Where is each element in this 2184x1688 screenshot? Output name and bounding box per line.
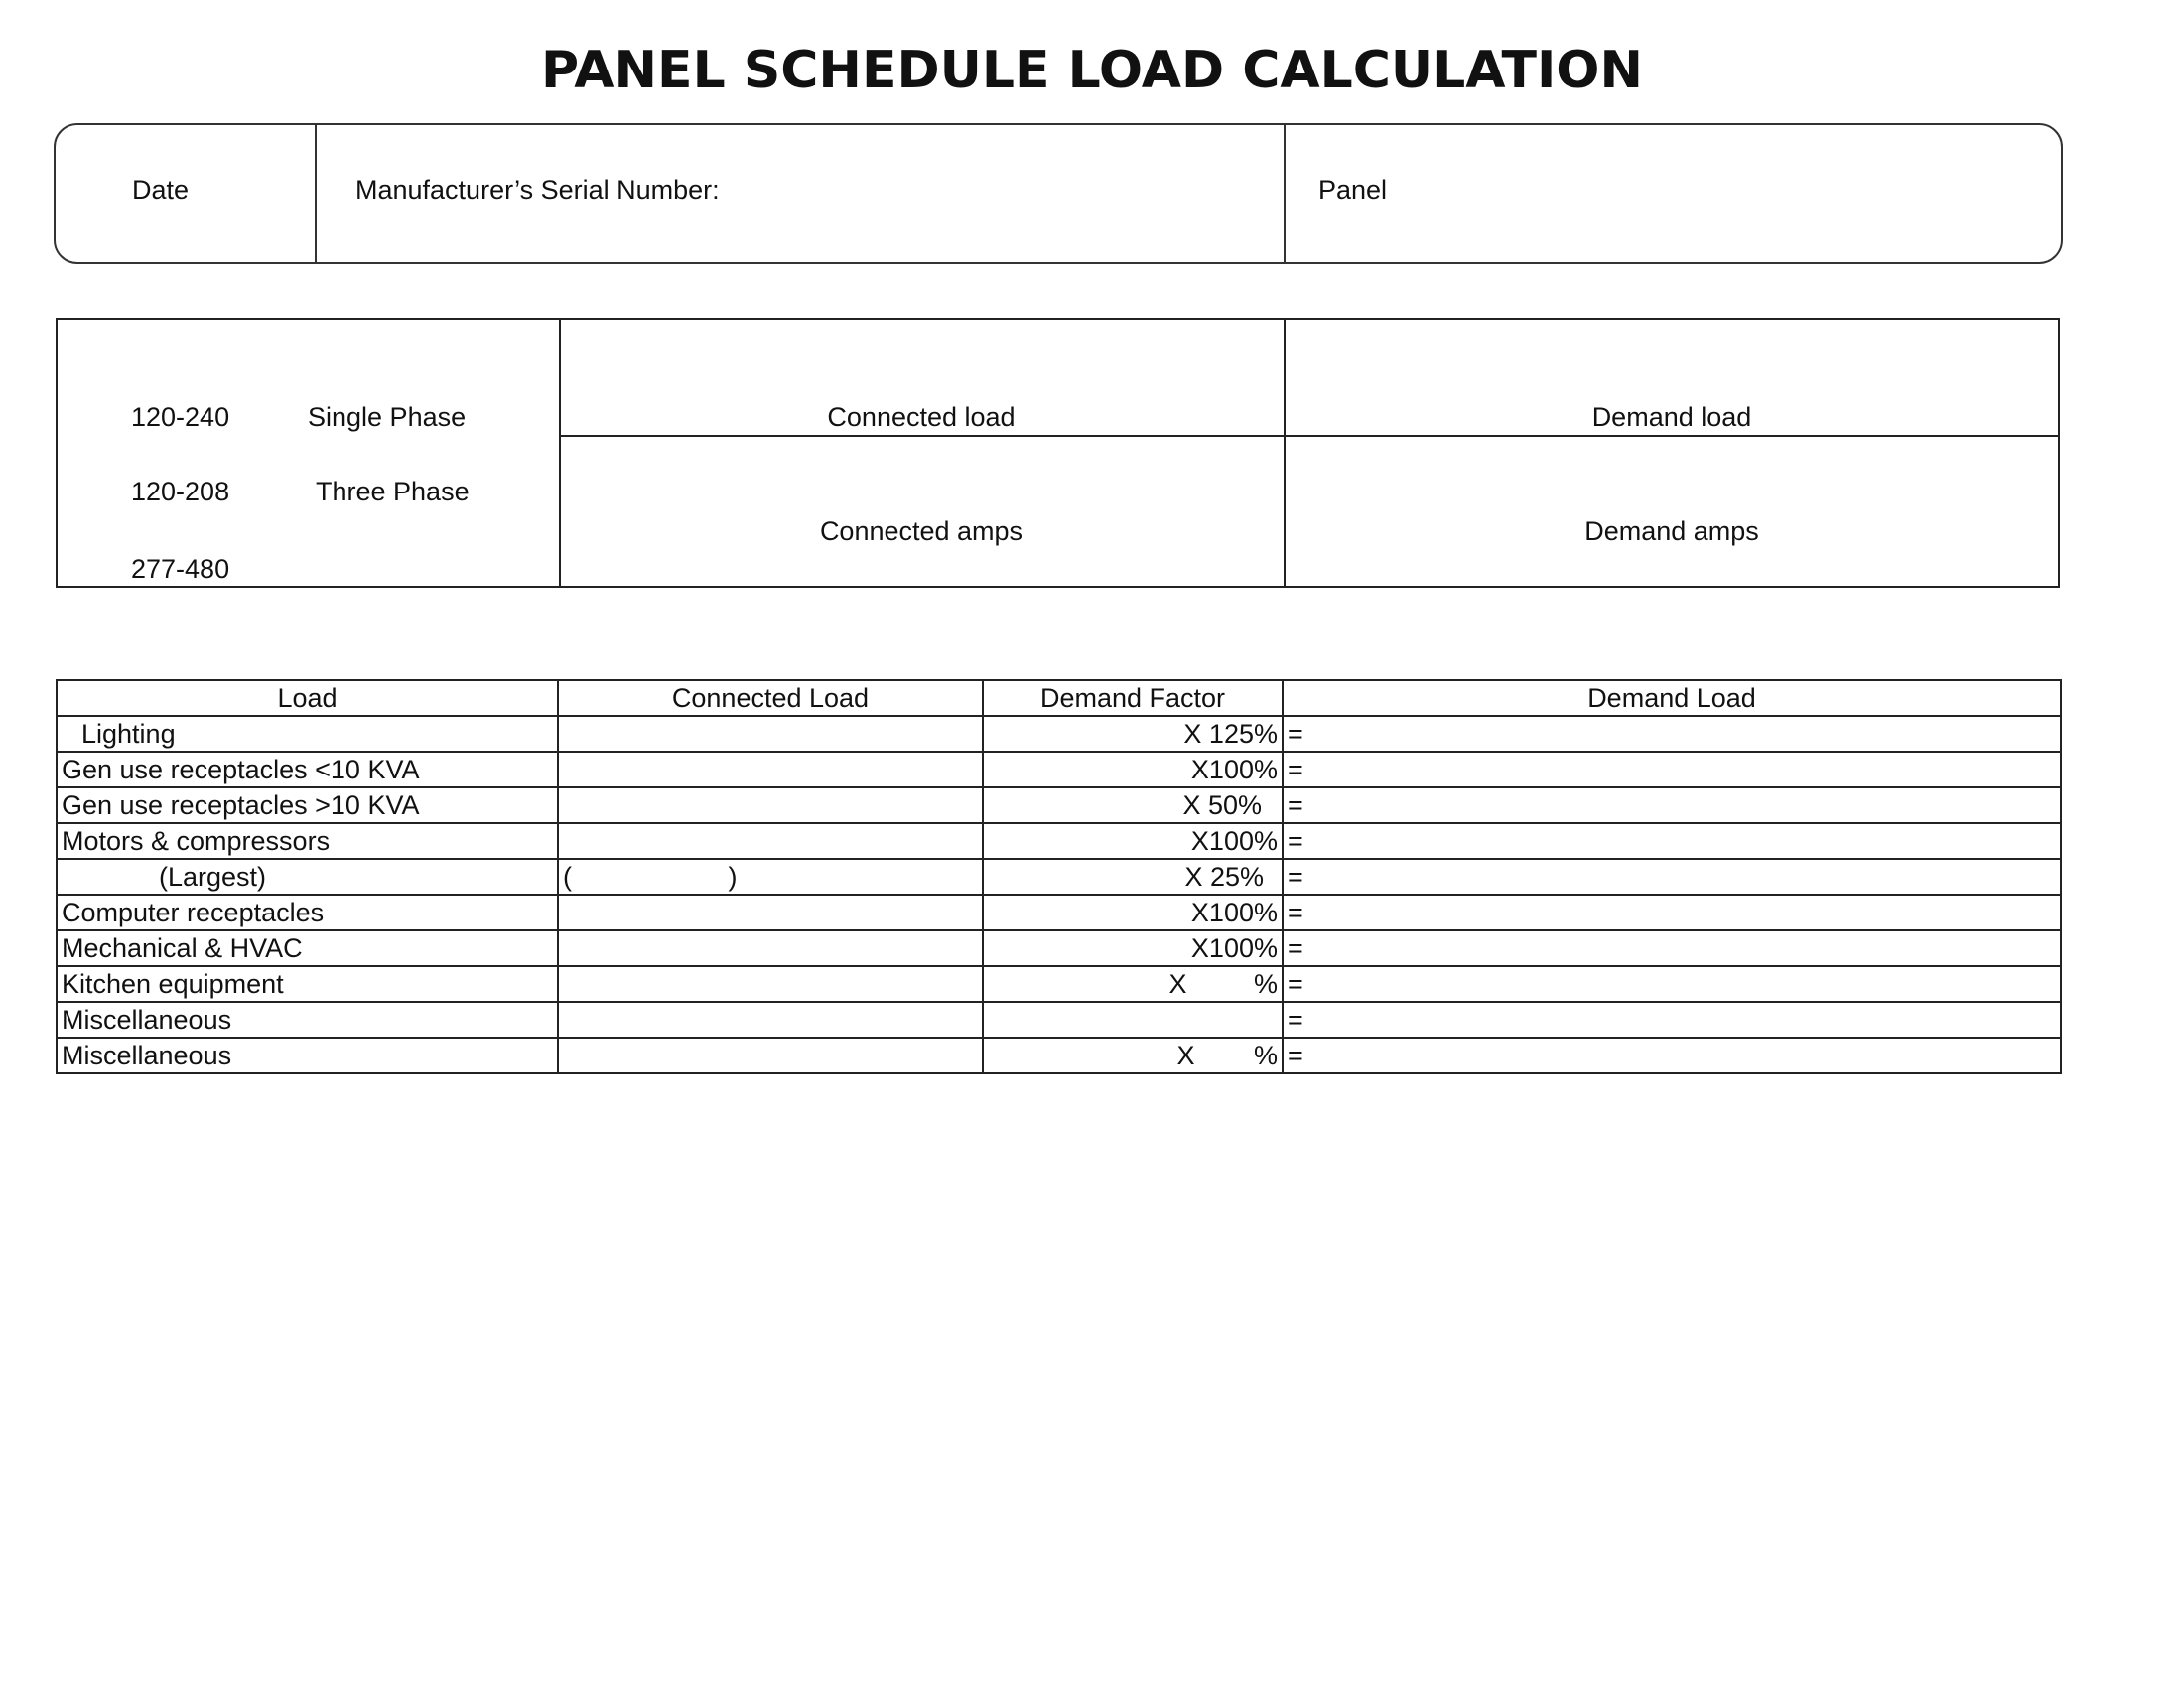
demand-load-cell[interactable]: =	[1283, 859, 2061, 895]
load-name: Computer receptacles	[57, 895, 558, 930]
demand-load-cell[interactable]: =	[1283, 787, 2061, 823]
table-row	[57, 895, 2061, 930]
demand-factor-cell: X100%	[983, 930, 1283, 966]
load-name: Lighting	[57, 716, 558, 752]
connected-amps-label: Connected amps	[819, 516, 1024, 546]
demand-factor-cell: X 50%	[983, 787, 1283, 823]
table-row	[57, 859, 2061, 895]
voltage-120-240: 120-240	[131, 402, 230, 432]
demand-load-cell[interactable]: =	[1283, 895, 2061, 930]
load-name: Miscellaneous	[57, 1002, 558, 1038]
header-demand-load: Demand Load	[1283, 680, 2061, 716]
table-row	[57, 823, 2061, 859]
connected-load-cell[interactable]	[558, 895, 983, 930]
summary-row-divider	[559, 435, 2058, 437]
table-header-row	[57, 680, 2061, 716]
load-name: Mechanical & HVAC	[57, 930, 558, 966]
demand-factor-cell	[983, 1002, 1283, 1038]
voltage-summary-box	[56, 318, 2060, 588]
load-name: Gen use receptacles <10 KVA	[57, 752, 558, 787]
demand-load-cell[interactable]: =	[1283, 716, 2061, 752]
demand-factor-cell: X100%	[983, 752, 1283, 787]
voltage-277-480: 277-480	[131, 554, 230, 584]
connected-load-cell[interactable]	[558, 752, 983, 787]
connected-load-cell[interactable]	[558, 1038, 983, 1073]
demand-load-cell[interactable]: =	[1283, 1038, 2061, 1073]
table-row	[57, 966, 2061, 1002]
connected-load-cell[interactable]	[558, 930, 983, 966]
demand-factor-cell: X 125%	[983, 716, 1283, 752]
largest-motor-parentheses: ( )	[563, 862, 738, 892]
demand-load-cell[interactable]: =	[1283, 823, 2061, 859]
voltage-120-208: 120-208	[131, 477, 230, 506]
table-row	[57, 930, 2061, 966]
header-connected-load: Connected Load	[558, 680, 983, 716]
demand-load-cell[interactable]: =	[1283, 752, 2061, 787]
date-label: Date	[132, 175, 190, 205]
demand-load-label: Demand load	[1591, 402, 1752, 432]
demand-factor-cell: X %	[983, 1038, 1283, 1073]
page-title: PANEL SCHEDULE LOAD CALCULATION	[540, 41, 1644, 100]
header-demand-factor: Demand Factor	[983, 680, 1283, 716]
connected-load-cell[interactable]	[558, 716, 983, 752]
load-name: Kitchen equipment	[57, 966, 558, 1002]
demand-factor-cell: X100%	[983, 823, 1283, 859]
table-row	[57, 752, 2061, 787]
three-phase-label: Three Phase	[316, 477, 470, 506]
header-divider	[315, 125, 317, 262]
demand-amps-label: Demand amps	[1584, 516, 1759, 546]
demand-load-cell[interactable]: =	[1283, 1002, 2061, 1038]
demand-factor-cell: X %	[983, 966, 1283, 1002]
header-divider	[1284, 125, 1286, 262]
serial-number-label: Manufacturer’s Serial Number:	[355, 175, 720, 205]
table-row	[57, 787, 2061, 823]
table-row	[57, 1038, 2061, 1073]
table-row	[57, 1002, 2061, 1038]
demand-load-cell[interactable]: =	[1283, 966, 2061, 1002]
demand-factor-cell: X100%	[983, 895, 1283, 930]
load-name: Motors & compressors	[57, 823, 558, 859]
table-row	[57, 716, 2061, 752]
connected-load-cell[interactable]	[558, 787, 983, 823]
load-name: Gen use receptacles >10 KVA	[57, 787, 558, 823]
connected-load-label: Connected load	[827, 402, 1016, 432]
connected-load-cell[interactable]	[558, 966, 983, 1002]
single-phase-label: Single Phase	[308, 402, 467, 432]
connected-load-cell[interactable]	[558, 823, 983, 859]
connected-load-cell[interactable]	[558, 1002, 983, 1038]
load-table	[56, 679, 2062, 1074]
panel-label: Panel	[1318, 175, 1388, 205]
header-box	[54, 123, 2063, 264]
demand-load-cell[interactable]: =	[1283, 930, 2061, 966]
load-name: Miscellaneous	[57, 1038, 558, 1073]
demand-factor-cell: X 25%	[983, 859, 1283, 895]
load-name: (Largest)	[57, 859, 558, 895]
header-load: Load	[57, 680, 558, 716]
connected-load-cell[interactable]	[558, 859, 983, 895]
